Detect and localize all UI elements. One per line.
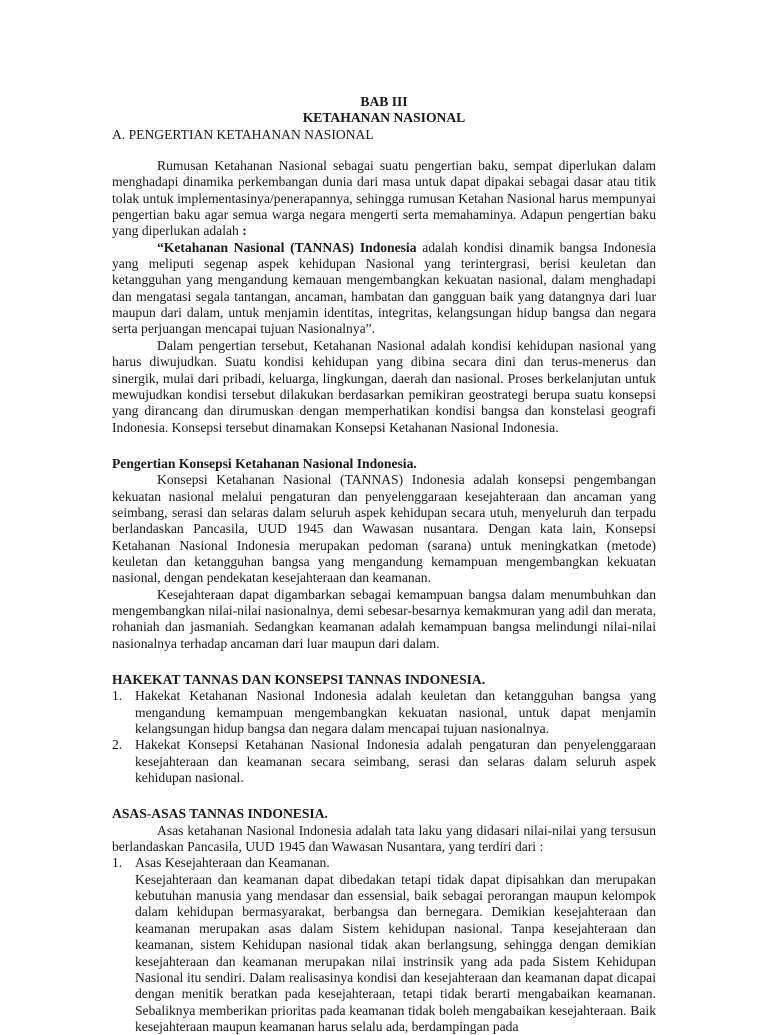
chapter-number: BAB III <box>360 94 408 109</box>
section-heading-asas: ASAS-ASAS TANNAS INDONESIA. <box>112 806 328 822</box>
section-heading-konsepsi: Pengertian Konsepsi Ketahanan Nasional Indonesia. <box>112 455 417 471</box>
paragraph-kesejahteraan: Kesejahteraan dapat digambarkan sebagai kemampuan bangsa dalam menumbuhkan dan mengembangkan nilai-nilai nasionalnya, demi sebesar-besarnya kemakmuran yang adil dan merata, rohaniah dan jasmaniah. Sedangkan keamanan adalah kemampuan bangsa melindungi nilai-nilai nasionalnya terhadap ancaman dari luar maupun dari dalam. <box>112 586 656 651</box>
definition-text: adalah kondisi dinamik bangsa Indonesia yang meliputi segenap aspek kehidupan Nasional yang terintergrasi, berisi keuletan dan ketangguhan yang mengandung kemauan mengembangkan kekuatan nasional, dalam menghadapi dan mengatasi segala tantangan, ancaman, hambatan dan gangguan baik yang datangnya dari luar maupun dari dalam, untuk menjamin identitas, integritas, kelangsungan hidup bangsa dan negara serta perjuangan mencapai tujuan Nasionalnya”. <box>112 239 656 337</box>
paragraph-definition <box>112 240 656 338</box>
paragraph-rumusan-colon: : <box>242 223 247 239</box>
list-item <box>112 737 656 786</box>
paragraph-rumusan-text: Rumusan Ketahanan Nasional sebagai suatu pengertian baku, sempat diperlukan dalam menghadapi dinamika perkembangan dunia dari masa untuk dapat dipakai sebagai dasar atau titik tolak untuk implementasinya/penerapannya, sehingga rumusan Ketahan Nasional harus mempunyai pengertian baku agar semua warga negara mengerti serta memahaminya. Adapun pengertian baku yang diperlukan adalah <box>112 158 656 239</box>
list-item-text: Hakekat Ketahanan Nasional Indonesia adalah keuletan dan ketangguhan bangsa yang mengandung kemampuan mengembangkan kekuatan nasional, untuk dapat menjamin kelangsungan hidup bangsa dan negara dalam mencapai tujuan nasionalnya. <box>135 688 656 737</box>
list-item <box>112 688 656 737</box>
document-body <box>112 94 656 1035</box>
paragraph-pengertian-tersebut: Dalam pengertian tersebut, Ketahanan Nasional adalah kondisi kehidupan nasional yang harus diwujudkan. Suatu kondisi kehidupan yang dibina secara dini dan terus-menerus dan sinergik, mulai dari pribadi, keluarga, lingkungan, daerah dan nasional. Proses berkelanjutan untuk mewujudkan kondisi tersebut dilakukan berdasarkan pemikiran geostrategi berupa suatu konsepsi yang dirancang dan dirumuskan dengan memperhatikan kondisi bangsa dan konstelasi geografi Indonesia. Konsepsi tersebut dinamakan Konsepsi Ketahanan Nasional Indonesia. <box>112 337 656 435</box>
list-item-number: 2. <box>112 737 123 753</box>
list-item-number: 1. <box>112 855 123 871</box>
chapter-title: KETAHANAN NASIONAL <box>302 110 466 126</box>
paragraph-rumusan <box>112 158 656 240</box>
asas-list <box>112 855 656 1035</box>
hakekat-list <box>112 688 656 786</box>
list-item-text: Hakekat Konsepsi Ketahanan Nasional Indonesia adalah pengaturan dan penyelenggaraan kesejahteraan dan keamanan secara seimbang, serasi dan selaras dalam seluruh aspek kehidupan nasional. <box>135 737 656 786</box>
section-heading-hakekat: HAKEKAT TANNAS DAN KONSEPSI TANNAS INDONESIA. <box>112 672 486 687</box>
list-item-title: Asas Kesejahteraan dan Keamanan. <box>135 855 330 871</box>
paragraph-konsepsi: Konsepsi Ketahanan Nasional (TANNAS) Indonesia adalah konsepsi pengembangan kekuatan nasional melalui pengaturan dan penyelenggaraan kesejahteraan dan ancaman yang seimbang, serasi dan selaras dalam seluruh aspek kehidupan secara utuh, menyeluruh dan terpadu berlandaskan Pancasila, UUD 1945 dan Wawasan nusantara. Dengan kata lain, Konsepsi Ketahanan Nasional Indonesia merupakan pedoman (sarana) untuk meningkatkan (metode) keuletan dan ketangguhan bangsa yang mengandung kemampuan mengembangkan kekuatan nasional, dengan pendekatan kesejahteraan dan keamanan. <box>112 472 656 586</box>
section-heading-pengertian: A. PENGERTIAN KETAHANAN NASIONAL <box>112 126 374 142</box>
list-item-text: Kesejahteraan dan keamanan dapat dibedakan tetapi tidak dapat dipisahkan dan merupakan kebutuhan manusia yang mendasar dan essensial, baik sebagai perorangan maupun kelompok dalam kehidupan bermasyarakat, berbangsa dan bernegara. Demikian kesejahteraan dan keamanan merupakan asas dalam Sistem kehidupan nasional. Tanpa kesejahteraan dan keamanan, sistem Kehidupan nasional tidak akan berlangsung, sehingga dengan demikian kesejahteraan dan keamanan merupakan nilai instrinsik yang ada pada Sistem Kehidupan Nasional itu sendiri. Dalam realisasinya kondisi dan kesejahteraan dan keamanan dapat dicapai dengan menitik beratkan pada kesejahteraan, tetapi tidak berarti mengabaikan keamanan. Sebaliknya memberikan prioritas pada keamanan tidak boleh mengabaikan kesejahteraan. Baik kesejahteraan maupun keamanan harus selalu ada, berdampingan pada <box>135 871 656 1034</box>
definition-term: “Ketahanan Nasional (TANNAS) Indonesia <box>157 239 417 255</box>
list-item <box>112 855 656 1035</box>
paragraph-asas-intro: Asas ketahanan Nasional Indonesia adalah tata laku yang didasari nilai-nilai yang tersusun berlandaskan Pancasila, UUD 1945 dan Wawasan Nusantara, yang terdiri dari : <box>112 822 656 855</box>
list-item-number: 1. <box>112 688 123 704</box>
